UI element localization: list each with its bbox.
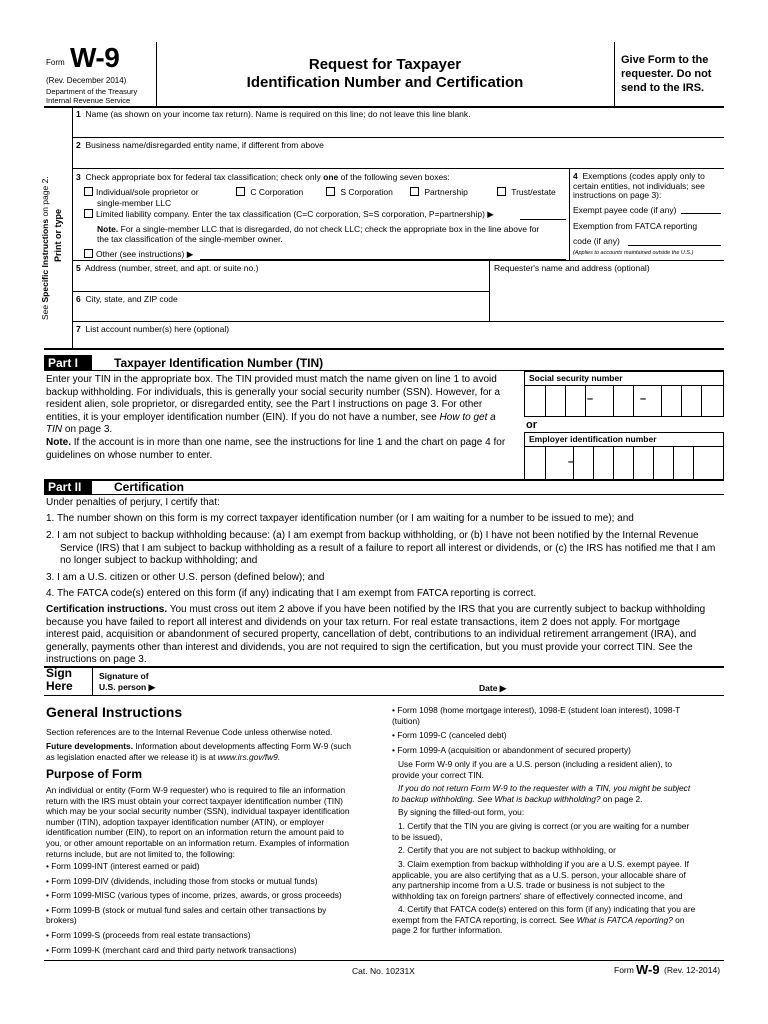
- certification-item-1: 1. The number shown on this form is my correct taxpayer identification number (or I am waiting for a number to be issued to me); and: [46, 513, 634, 524]
- part-1-note: Note. If the account is in more than one name, see the instructions for line 1 and the chart on page 4 for guidelines on whose number to enter.: [46, 437, 506, 461]
- line-7-label: 7 List account number(s) here (optional): [76, 324, 230, 334]
- side-label-print: Print or type: [53, 208, 63, 262]
- signing-item-3: 3. Claim exemption from backup withholding if you are a U.S. exempt payee. If applicable, you are also certifying that as a U.S. person, your allocable share of any partnership income from a U.S. trade or business is not subject to the withholding tax on foreign partners' share of effectively connected income, and: [392, 859, 689, 901]
- certification-item-4: 4. The FATCA code(s) entered on this form (if any) indicating that I am exempt from FATCA reporting is correct.: [46, 588, 537, 599]
- list-item: • Form 1099-A (acquisition or abandonment of secured property): [392, 744, 631, 755]
- line-6-label: 6 City, state, and ZIP code: [76, 294, 178, 304]
- exemptions-heading: 4 Exemptions (codes apply only to certain entities, not individuals; see instructions on page 3):: [573, 171, 705, 200]
- part-2-badge: Part II: [44, 479, 92, 495]
- line-5-label: 5 Address (number, street, and apt. or suite no.): [76, 263, 259, 273]
- address-input[interactable]: [76, 274, 486, 290]
- checkbox-individual[interactable]: Individual/sole proprietor or: [84, 187, 199, 197]
- form-word: Form: [46, 58, 65, 67]
- certification-intro: Under penalties of perjury, I certify that:: [46, 497, 220, 508]
- list-item-continuation: (tuition): [392, 715, 420, 726]
- form-title-line1: Request for Taxpayer: [308, 56, 462, 73]
- checkbox-box[interactable]: [236, 187, 245, 196]
- ein-input[interactable]: [524, 446, 724, 480]
- date-label: Date ▶: [479, 683, 507, 693]
- part-2-title: Certification: [114, 480, 185, 494]
- checkbox-s-corporation[interactable]: S Corporation: [326, 187, 393, 197]
- footer-form-word: Form: [614, 965, 634, 975]
- checkbox-trust-estate[interactable]: Trust/estate: [497, 187, 556, 197]
- form-title-line2: Identification Number and Certification: [246, 74, 524, 91]
- checkbox-box[interactable]: [497, 187, 506, 196]
- part-1-instructions: Enter your TIN in the appropriate box. The TIN provided must match the name given on line 1 to avoid backup withholding. For individuals, this is generally your social security number (SSN). However, for a resident alien, sole proprietor, or disregarded entity, see the Part I instructions on page 3. For other entities, it is your employer identification number (EIN). If you do not have a number, see How to get a TIN on page 3.: [46, 374, 501, 435]
- signing-intro: By signing the filled-out form, you:: [398, 807, 525, 817]
- ssn-input[interactable]: [524, 385, 724, 417]
- checkbox-box[interactable]: [84, 249, 93, 258]
- certification-item-3: 3. I am a U.S. citizen or other U.S. person (defined below); and: [46, 572, 325, 583]
- catalog-number: Cat. No. 10231X: [352, 966, 415, 976]
- general-instructions-title: General Instructions: [46, 704, 183, 720]
- code-reference: Section references are to the Internal Revenue Code unless otherwise noted.: [46, 727, 333, 737]
- line-3-label: 3 Check appropriate box for federal tax classification; check only one of the following seven boxes:: [76, 172, 450, 182]
- other-classification-input[interactable]: [200, 250, 566, 260]
- list-item: • Form 1099-DIV (dividends, including those from stocks or mutual funds): [46, 875, 318, 886]
- checkbox-llc[interactable]: Limited liability company. Enter the tax classification (C=C corporation, S=S corporation, P=partnership) ▶: [84, 209, 494, 220]
- list-item: • Form 1099-MISC (various types of income, prizes, awards, or gross proceeds): [46, 890, 342, 901]
- fatca-applies-note: (Applies to accounts maintained outside the U.S.): [573, 250, 694, 256]
- form-list-left: [46, 861, 342, 955]
- signature-label: Signature of U.S. person ▶: [99, 671, 156, 692]
- list-item: • Form 1099-B (stock or mutual fund sales and certain other transactions by: [46, 904, 327, 915]
- fatca-label-1: Exemption from FATCA reporting: [573, 221, 698, 231]
- account-numbers-input[interactable]: [76, 334, 724, 346]
- checkbox-individual-label2: single-member LLC: [97, 198, 172, 208]
- part-1-title: Taxpayer Identification Number (TIN): [114, 356, 324, 370]
- line-1-label: 1 Name (as shown on your income tax return). Name is required on this line; do not leave this line blank.: [76, 109, 471, 119]
- form-revision: (Rev. December 2014): [46, 76, 127, 85]
- backup-withholding-text: If you do not return Form W-9 to the requester with a TIN, you might be subject to backup withholding. See What is backup withholding? on page 2.: [392, 783, 691, 804]
- list-item: • Form 1099-C (canceled debt): [392, 730, 507, 741]
- part-1-badge: Part I: [44, 355, 92, 371]
- name-input[interactable]: [76, 120, 724, 136]
- fatca-label-2: code (if any): [573, 236, 620, 246]
- ein-label: Employer identification number: [524, 432, 724, 446]
- list-item: • Form 1099-S (proceeds from real estate transactions): [46, 929, 251, 940]
- list-item: • Form 1099-INT (interest earned or paid): [46, 861, 200, 871]
- department: Department of the Treasury: [46, 87, 138, 96]
- requester-label: Requester's name and address (optional): [494, 263, 650, 273]
- checkbox-box[interactable]: [84, 187, 93, 196]
- llc-note: Note. For a single-member LLC that is disregarded, do not check LLC; check the appropriate box in the line above for: [97, 224, 540, 234]
- ssn-label: Social security number: [524, 371, 724, 385]
- checkbox-box[interactable]: [326, 187, 335, 196]
- checkbox-c-corporation[interactable]: C Corporation: [236, 187, 303, 197]
- form-number: W-9: [70, 42, 120, 73]
- fatca-code-input[interactable]: [628, 236, 721, 246]
- list-item: • Form 1098 (home mortgage interest), 1098-E (student loan interest), 1098-T: [392, 705, 681, 715]
- signing-item-4: 4. Certify that FATCA code(s) entered on this form (if any) indicating that you are exempt from the FATCA reporting, is correct. See What is FATCA reporting? on page 2 for further information.: [392, 904, 696, 936]
- exempt-payee-input[interactable]: [681, 204, 721, 214]
- checkbox-box[interactable]: [410, 187, 419, 196]
- checkbox-other[interactable]: Other (see instructions) ▶: [84, 249, 193, 260]
- ein-dash: –: [568, 456, 575, 468]
- agency: Internal Revenue Service: [46, 96, 131, 105]
- sign-here-label: Sign Here: [46, 666, 73, 693]
- ssn-dash-1: –: [587, 393, 594, 405]
- signature-input[interactable]: [165, 670, 470, 694]
- list-item: • Form 1099-K (merchant card and third party network transactions): [46, 944, 297, 955]
- us-person-text: Use Form W-9 only if you are a U.S. person (including a resident alien), to provide your correct TIN.: [392, 759, 673, 780]
- form-list-right: [392, 705, 680, 755]
- date-input[interactable]: [512, 670, 722, 694]
- ssn-dash-2: –: [640, 393, 647, 405]
- checkbox-partnership[interactable]: Partnership: [410, 187, 468, 197]
- footer-form-number: W-9: [636, 962, 660, 977]
- future-developments: Future developments. Information about developments affecting Form W-9 (such as legislation enacted after we release it) is at www.irs.gov/fw9.: [46, 741, 352, 762]
- requester-input[interactable]: [494, 274, 722, 318]
- signing-item-1: 1. Certify that the TIN you are giving is correct (or you are waiting for a number to be issued),: [392, 821, 690, 842]
- purpose-of-form-text: An individual or entity (Form W-9 requester) who is required to file an information return with the IRS must obtain your correct taxpayer identification number (TIN) which may be your social security number (SSN), individual taxpayer identification number (ITIN), adoption taxpayer identification number (ATIN), or employer identification number (EIN), to report on an information return the amount paid to you, or other amount reportable on an information return. Examples of information returns include, but are not limited to, the following:: [46, 785, 350, 859]
- purpose-of-form-title: Purpose of Form: [46, 767, 143, 781]
- give-form-notice: Give Form to the requester. Do not send to the IRS.: [621, 54, 712, 94]
- llc-classification-input[interactable]: [520, 210, 566, 220]
- side-label-see: See Specific Instructions on page 2.: [40, 176, 50, 320]
- business-name-input[interactable]: [76, 151, 724, 167]
- city-state-zip-input[interactable]: [76, 305, 486, 319]
- list-item-continuation: brokers): [46, 915, 77, 926]
- certification-instructions: Certification instructions. You must cross out item 2 above if you have been notified by the IRS that you are currently subject to backup withholding because you have failed to report all interest and dividends on your tax return. For real estate transactions, item 2 does not apply. For mortgage interest paid, acquisition or abandonment of secured property, cancellation of debt, contributions to an individual retirement arrangement (IRA), and generally, payments other than interest and dividends, you are not required to sign the certification, but you must provide your correct TIN. See the instructions on page 3.: [46, 604, 706, 665]
- line-2-label: 2 Business name/disregarded entity name, if different from above: [76, 140, 324, 150]
- certification-item-2: 2. I am not subject to backup withholding because: (a) I am exempt from backup withholding, or (b) I have not been notified by the Internal Revenue Service (IRS) that I am subject to backup withholding as a result of a failure to report all interest or dividends, or (c) the IRS has notified me that I am no longer subject to backup withholding; and: [46, 530, 716, 566]
- llc-note-2: the tax classification of the single-member owner.: [97, 234, 283, 244]
- footer-revision: (Rev. 12-2014): [664, 965, 721, 975]
- or-label: or: [526, 419, 537, 431]
- checkbox-box[interactable]: [84, 209, 93, 218]
- signing-item-2: 2. Certify that you are not subject to backup withholding, or: [398, 845, 616, 855]
- exempt-payee-label: Exempt payee code (if any): [573, 205, 677, 215]
